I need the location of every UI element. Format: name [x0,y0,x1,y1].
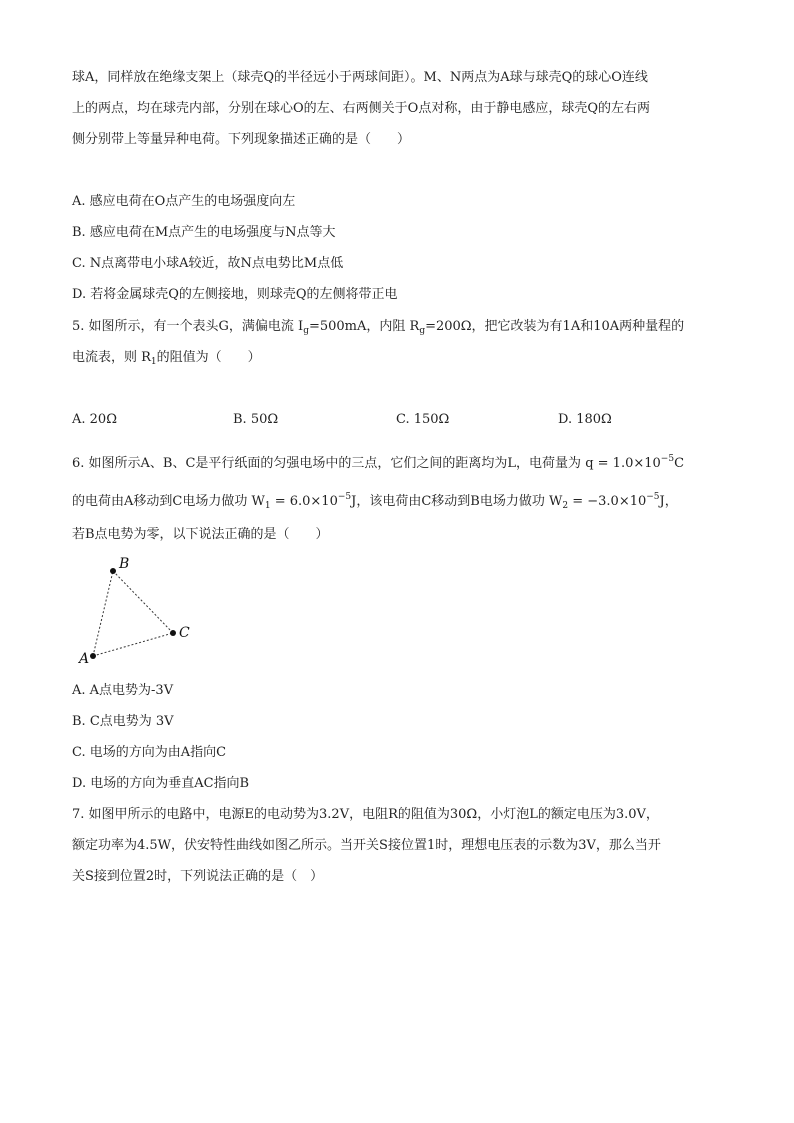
q7-stem-line-3: 关S接到位置2时，下列说法正确的是（ ） [72,869,324,884]
q6-option-a: A. A点电势为-3V [72,683,174,698]
q7-stem-line-1: 7. 如图甲所示的电路中，电源E的电动势为3.2V，电阻R的阻值为30Ω，小灯泡L的额定电压为3.0V， [72,807,659,822]
q5-option-b: B. 50Ω [233,412,279,427]
label-b: B [119,556,130,572]
q6-stem-line-3: 若B点电势为零，以下说法正确的是（ ） [72,527,329,542]
q6-option-c: C. 电场的方向为由A指向C [72,745,227,760]
q6-option-d: D. 电场的方向为垂直AC指向B [72,776,250,791]
q5-option-c: C. 150Ω [396,412,450,427]
q4-option-d: D. 若将金属球壳Q的左侧接地，则球壳Q的左侧将带正电 [72,287,398,302]
intro-line-1: 球A，同样放在绝缘支架上（球壳Q的半径远小于两球间距）。M、N两点为A球与球壳Q的球心O连线 [72,70,648,85]
intro-line-3: 侧分别带上等量异种电荷。下列现象描述正确的是（ ） [72,132,411,147]
q5-stem-line-1: 5. 如图所示，有一个表头G，满偏电流 $I_g=500mA$，内阻 $R_g=200\Omega$，把它改装为有1A和10A两种量程的 [72,319,685,336]
point-a [90,653,96,659]
q5-option-d: D. 180Ω [558,412,612,427]
edge-bc [113,571,173,633]
q4-option-b: B. 感应电荷在M点产生的电场强度与N点等大 [72,225,336,240]
q6-stem-line-2: 的电荷由A移动到C电场力做功 $W_1 = 6.0\times 10^{-5}J$，该电荷由C移动到B电场力做功 $W_2 = -3.0\times 10^{-5}J$， [72,492,678,511]
q5-stem-line-2: 电流表，则 $R_1$的阻值为（ ） [72,350,261,367]
edge-ac [93,633,173,656]
q4-option-c: C. N点离带电小球A较近，故N点电势比M点低 [72,256,344,271]
label-c: C [179,625,190,641]
q7-stem-line-2: 额定功率为4.5W，伏安特性曲线如图乙所示。当开关S接位置1时，理想电压表的示数为3V，那么当开 [72,838,661,853]
q6-option-b: B. C点电势为 3V [72,714,174,729]
q6-stem-line-1: 6. 如图所示A、B、C是平行纸面的匀强电场中的三点，它们之间的距离均为L，电荷量为 $q = 1.0\times 10^{-5}C$ [72,454,685,471]
intro-line-2: 上的两点，均在球壳内部，分别在球心O的左、右两侧关于O点对称，由于静电感应，球壳Q的左右两 [72,101,650,116]
q5-option-a: A. 20Ω [72,412,117,427]
point-b [110,568,116,574]
edge-ab [93,571,113,656]
point-c [170,630,176,636]
q4-option-a: A. 感应电荷在O点产生的电场强度向左 [72,194,296,209]
label-a: A [79,651,90,667]
